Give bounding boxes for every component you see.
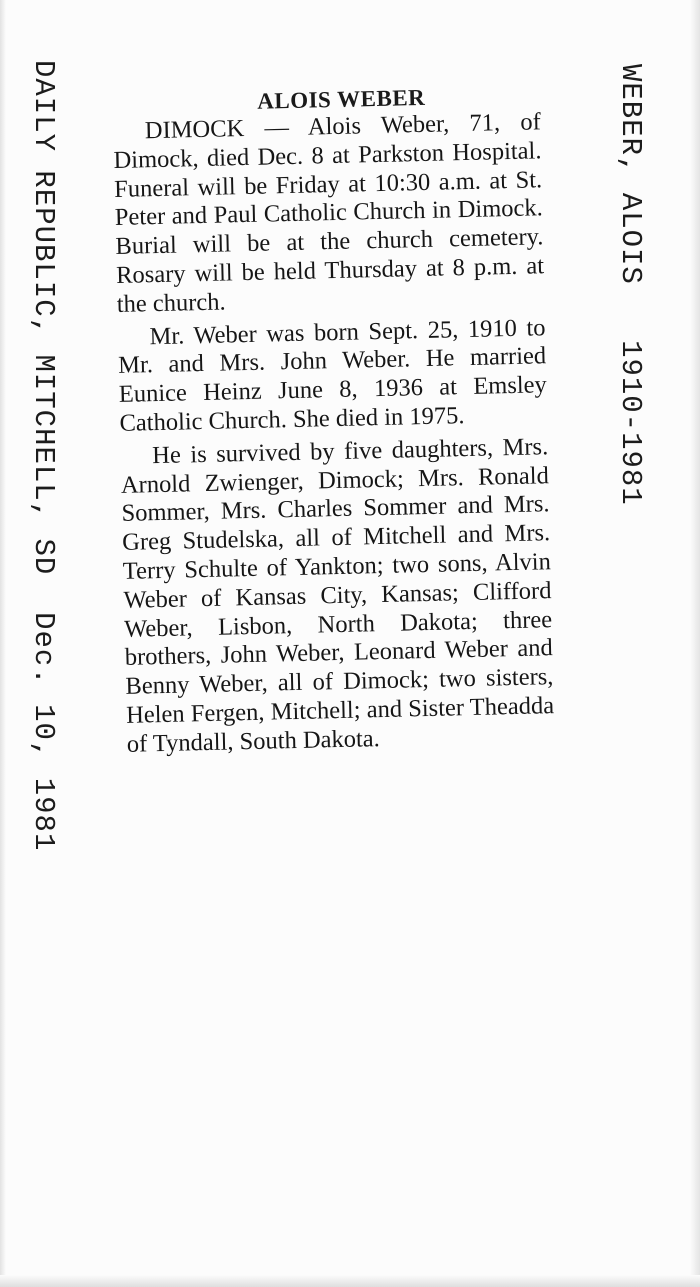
subject-name: WEBER, ALOIS	[614, 64, 647, 285]
obituary-paragraph: Mr. Weber was born Sept. 25, 1910 to Mr. and Mrs. John Weber. He married Eunice Heinz June 8, 1936 at Emsley Catholic Church. She died in 1975.	[117, 313, 548, 437]
subject-years: 1910-1981	[614, 340, 647, 506]
newspaper-clipping	[112, 82, 555, 763]
source-citation-label	[27, 60, 60, 851]
subject-label	[614, 64, 647, 506]
obituary-title: ALOIS WEBER	[256, 84, 426, 114]
publication-name: DAILY REPUBLIC,	[27, 60, 60, 337]
card-bottom-edge	[0, 1275, 700, 1287]
publication-city: MITCHELL,	[27, 354, 60, 521]
obituary-paragraph: DIMOCK — Alois Weber, 71, of Dimock, died Dec. 8 at Parkston Hospital. Funeral will be Friday at 10:30 a.m. at St. Peter and Paul Catholic Church in Dimock. Burial will be at the church cemetery. Rosary will be held Thursday at 8 p.m. at the church.	[113, 108, 545, 318]
card-right-edge	[690, 0, 700, 1287]
obituary-paragraph: He is survived by five daughters, Mrs. Arnold Zwienger, Dimock; Mrs. Ronald Sommer, Mrs. Charles Sommer and Mrs. Greg Studelska, all of Mitchell and Mrs. Terry Schulte of Yankton; two sons, Alvin Weber of Kansas City, Kansas; Clifford Weber, Lisbon, North Dakota; three brothers, John Weber, Leonard Weber and Benny Weber, all of Dimock; two sisters, Helen Fergen, Mitchell; and Sister Theadda of Tyndall, South Dakota.	[120, 432, 555, 758]
publication-state: SD	[27, 538, 60, 576]
card-left-edge	[0, 0, 6, 1287]
publication-date: Dec. 10, 1981	[27, 612, 60, 852]
